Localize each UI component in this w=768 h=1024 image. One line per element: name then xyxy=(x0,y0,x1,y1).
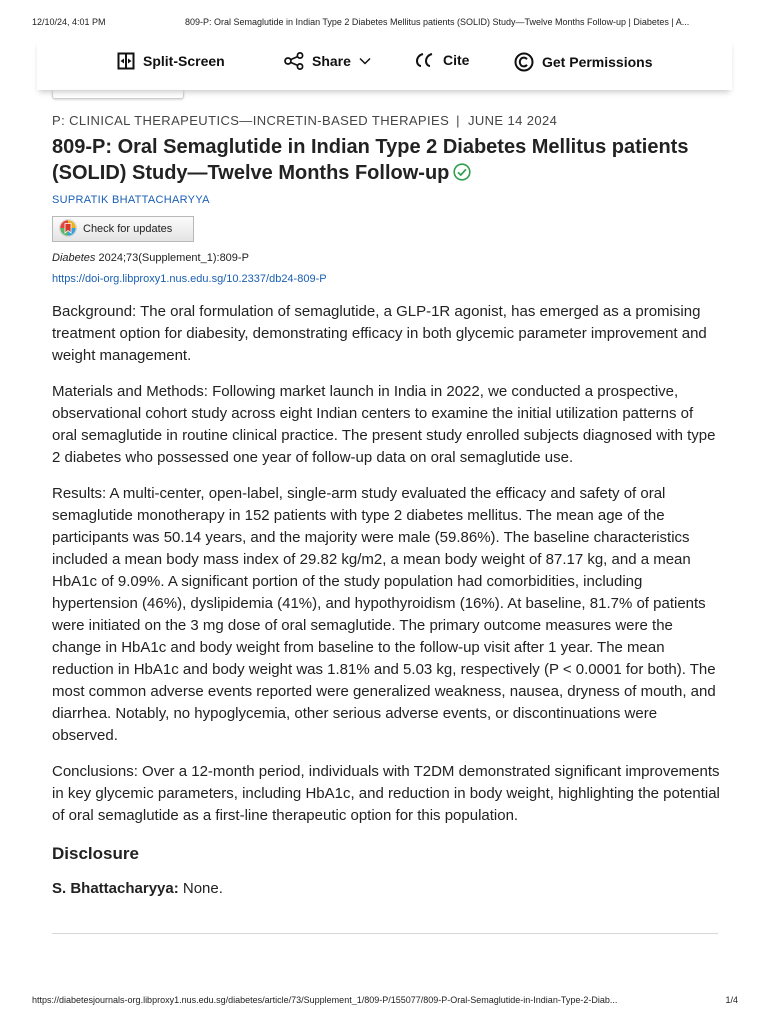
background-paragraph: Background: The oral formulation of semaglutide, a GLP-1R agonist, has emerged as a promising treatment option for diabesity, demonstrating efficacy in both glycemic parameter improvement and weight management. xyxy=(52,303,707,364)
print-url: https://diabetesjournals-org.libproxy1.nus.edu.sg/diabetes/article/73/Supplement_1/809-P/155077/809-P-Oral-Semaglutide-in-Indian-Type-2-Diab... xyxy=(32,995,618,1005)
section-divider xyxy=(52,933,718,934)
cite-button[interactable] xyxy=(415,52,469,68)
article-content xyxy=(52,112,720,900)
doi-link[interactable]: https://doi-org.libproxy1.nus.edu.sg/10.2337/db24-809-P xyxy=(52,273,327,285)
article-category[interactable]: P: CLINICAL THERAPEUTICS—INCRETIN-BASED THERAPIES xyxy=(52,113,450,128)
copyright-icon xyxy=(514,52,534,72)
split-screen-label: Split-Screen xyxy=(143,53,225,69)
article-category-line xyxy=(52,112,720,130)
category-separator: | xyxy=(456,113,460,128)
print-page-number: 1/4 xyxy=(725,995,738,1005)
quote-icon xyxy=(415,52,435,68)
disclosure-author: S. Bhattacharyya: xyxy=(52,880,179,897)
journal-name: Diabetes xyxy=(52,252,96,264)
print-datetime: 12/10/24, 4:01 PM xyxy=(32,17,106,27)
get-permissions-button[interactable] xyxy=(514,52,653,72)
share-icon xyxy=(284,52,304,70)
split-screen-icon xyxy=(117,52,135,70)
author-link[interactable]: SUPRATIK BHATTACHARYYA xyxy=(52,194,210,206)
results-paragraph: Results: A multi-center, open-label, single-arm study evaluated the efficacy and safety of oral semaglutide monotherapy in 152 patients with type 2 diabetes mellitus. The mean age of the participants was 50.14 years, and the majority were male (59.86%). The baseline characteristics included a mean body mass index of 29.82 kg/m2, a mean body weight of 87.17 kg, and a mean HbA1c of 9.09%. A significant portion of the study population had comorbidities, including hypertension (46%), dyslipidemia (41%), and hypothyroidism (16%). At baseline, 81.7% of patients were initiated on the 3 mg dose of oral semaglutide. The primary outcome measures were the change in HbA1c and body weight from baseline to the follow-up visit after 1 year. The mean reduction in HbA1c and body weight was 1.81% and 5.03 kg, respectively (P < 0.0001 for both). The most common adverse events reported were generalized weakness, nausea, dryness of mouth, and diarrhea. Notably, no hypoglycemia, other serious adverse events, or discontinuations were observed. xyxy=(52,485,716,744)
print-header xyxy=(32,17,738,27)
check-for-updates-label: Check for updates xyxy=(83,223,173,235)
disclosure-heading: Disclosure xyxy=(52,844,139,863)
print-page-title: 809-P: Oral Semaglutide in Indian Type 2 Diabetes Mellitus patients (SOLID) Study—Twelve Months Follow-up | Diabetes | A... xyxy=(185,17,690,27)
article-title-text: 809-P: Oral Semaglutide in Indian Type 2 Diabetes Mellitus patients (SOLID) Study—Twelve Months Follow-up xyxy=(52,136,689,184)
citation-line xyxy=(52,251,720,265)
chevron-down-icon xyxy=(359,57,371,65)
conclusions-paragraph: Conclusions: Over a 12-month period, individuals with T2DM demonstrated significant improvements in key glycemic parameters, including HbA1c, and reduction in body weight, highlighting the potential of oral semaglutide as a first-line therapeutic option for this population. xyxy=(52,763,720,824)
article-toolbar xyxy=(37,40,732,90)
article-date: JUNE 14 2024 xyxy=(467,113,558,128)
print-footer xyxy=(32,995,738,1005)
check-for-updates-button[interactable] xyxy=(52,216,194,242)
crossmark-icon xyxy=(59,219,77,240)
disclosure-text: None. xyxy=(178,880,223,897)
get-permissions-label: Get Permissions xyxy=(542,54,653,70)
check-circle-icon xyxy=(453,162,471,188)
article-title xyxy=(52,134,720,188)
disclosure-statement xyxy=(52,878,720,900)
methods-paragraph: Materials and Methods: Following market launch in India in 2022, we conducted a prospective, observational cohort study across eight Indian centers to examine the initial utilization patterns of oral semaglutide in routine clinical practice. The present study enrolled subjects diagnosed with type 2 diabetes who possessed one year of follow-up data on oral semaglutide use. xyxy=(52,383,716,466)
share-button[interactable] xyxy=(284,52,371,70)
citation-details: 2024;73(Supplement_1):809-P xyxy=(95,252,249,264)
share-label: Share xyxy=(312,53,351,69)
cite-label: Cite xyxy=(443,52,470,68)
tab-remnant xyxy=(52,90,184,99)
split-screen-button[interactable] xyxy=(117,52,225,70)
